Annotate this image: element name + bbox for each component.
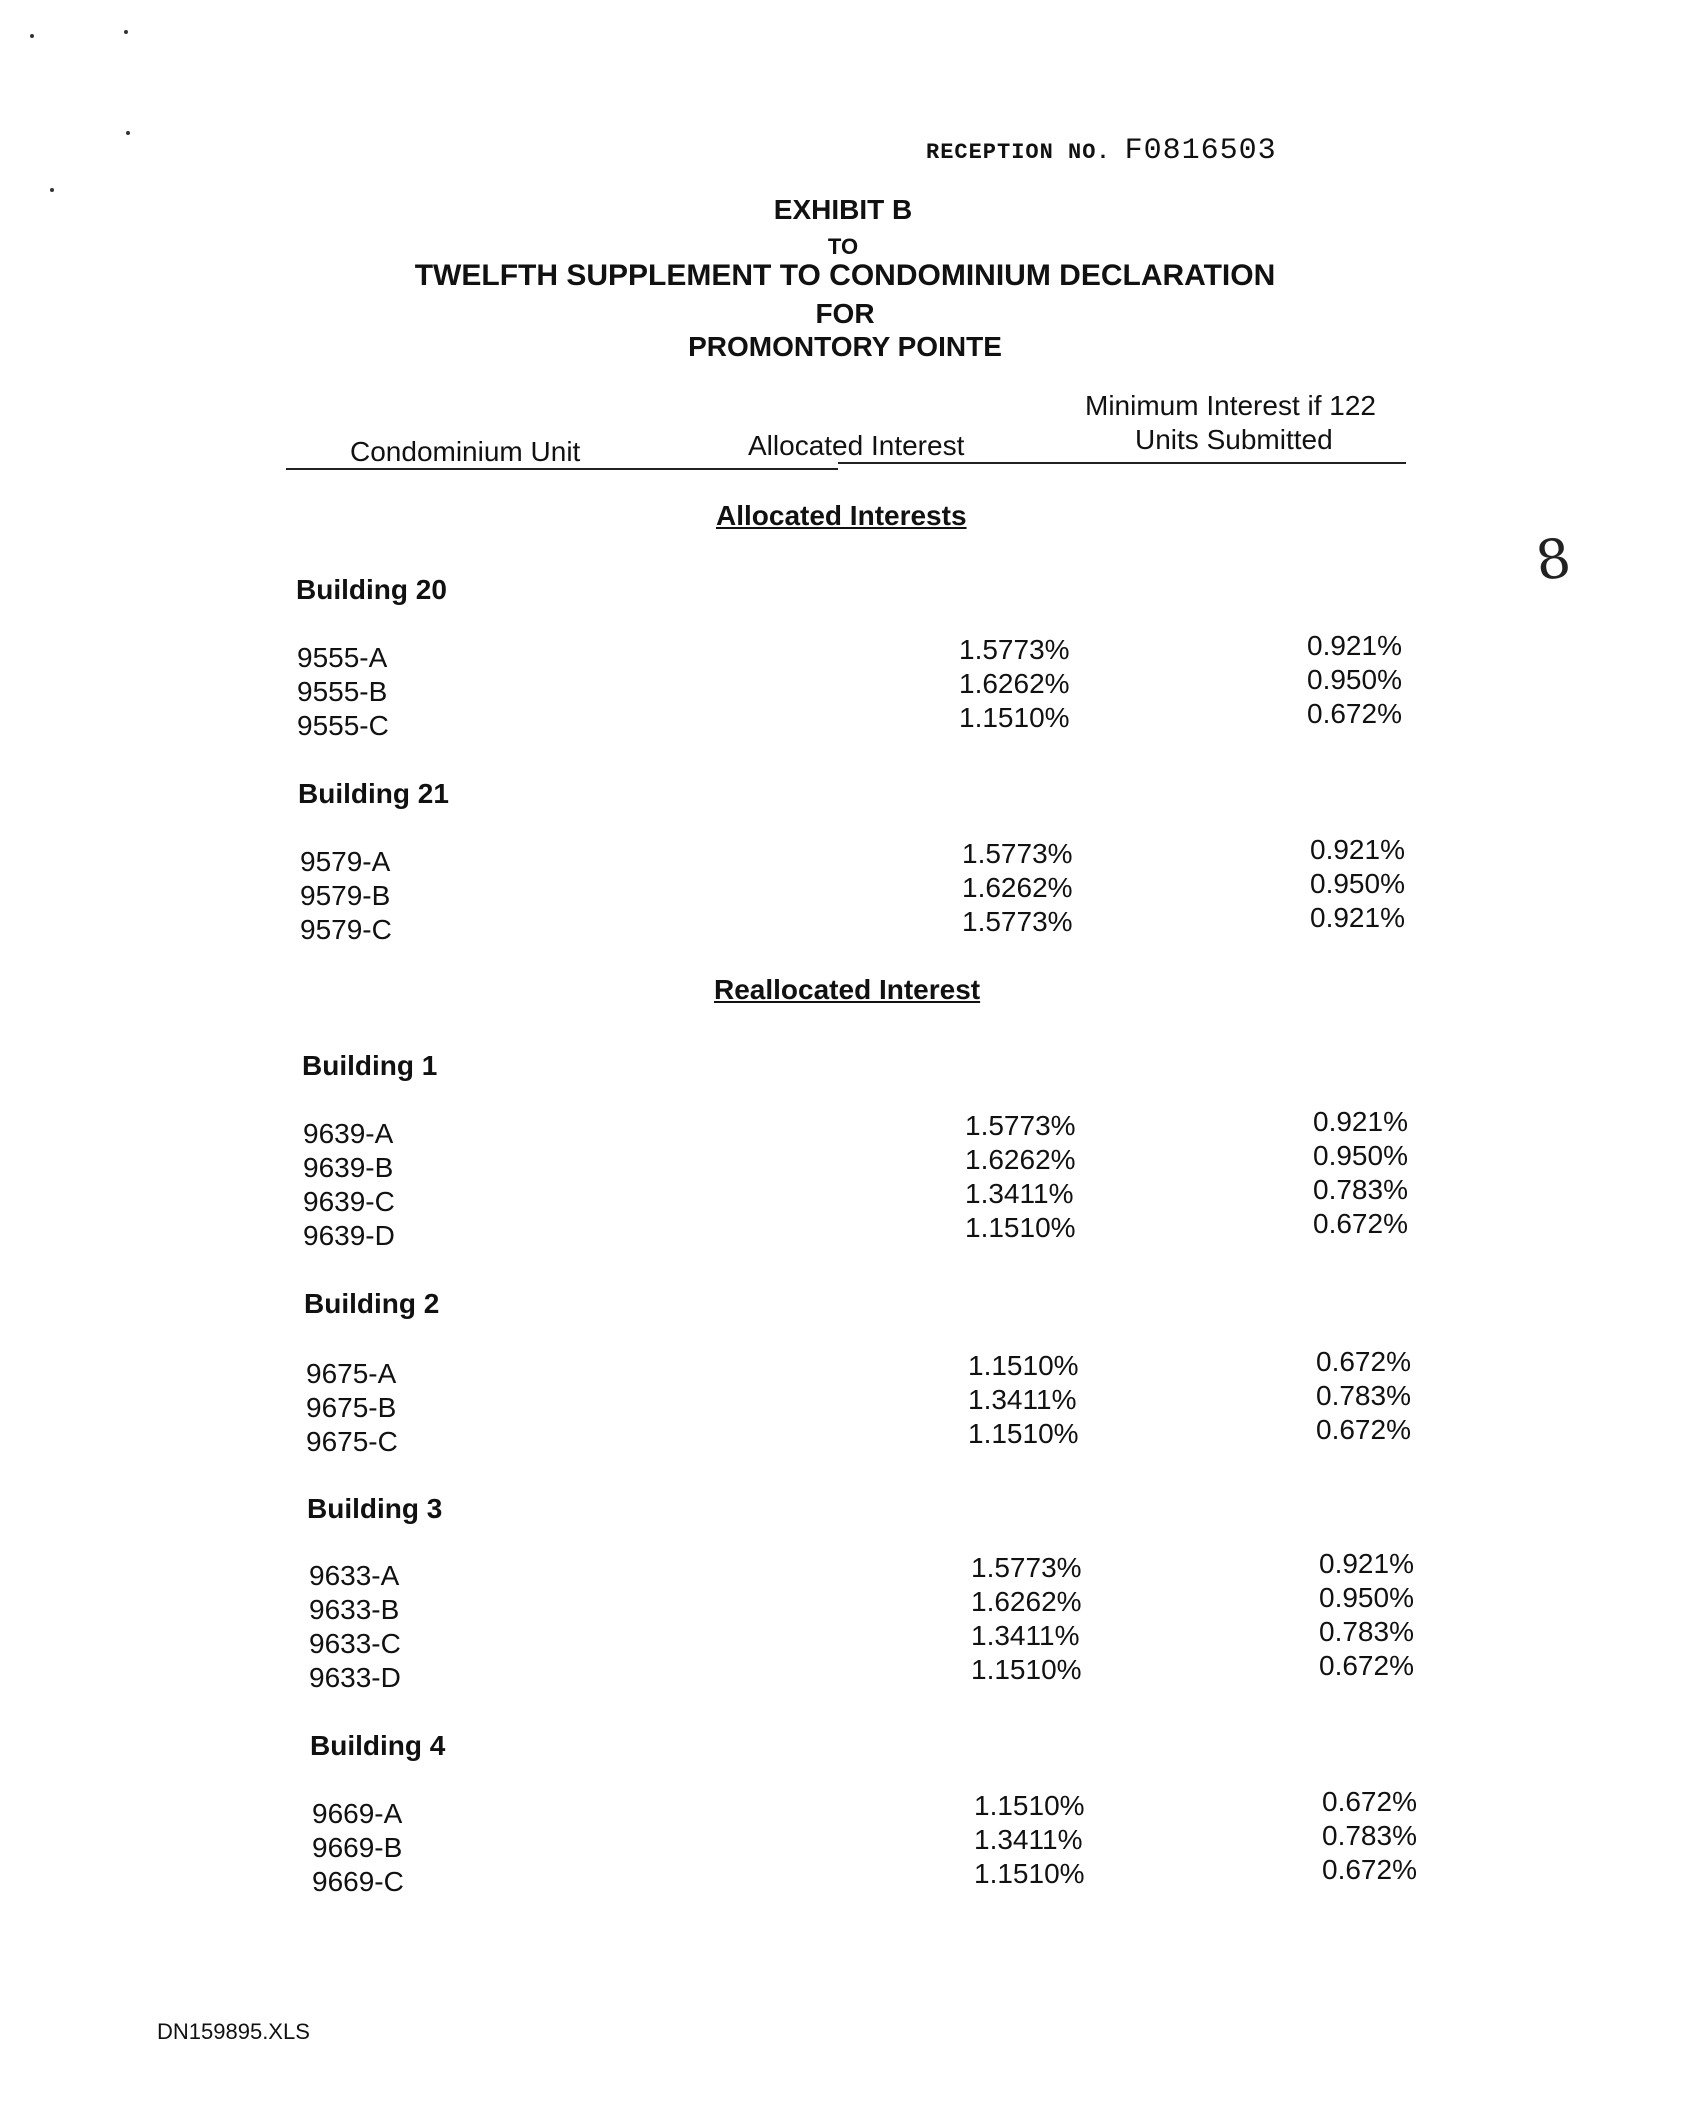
minimum-interest: 0.921% <box>1319 1548 1414 1579</box>
allocated-interest: 1.1510% <box>968 1350 1079 1381</box>
unit-id: 9669-A <box>312 1798 403 1829</box>
minimum-interest: 0.672% <box>1313 1208 1408 1239</box>
allocated-interest: 1.6262% <box>971 1586 1082 1617</box>
project-title: PROMONTORY POINTE <box>688 331 1002 362</box>
allocated-interest: 1.1510% <box>971 1654 1082 1685</box>
column-header-minimum-line1: Minimum Interest if 122 <box>1085 390 1376 421</box>
minimum-interest: 0.783% <box>1319 1616 1414 1647</box>
unit-row <box>297 664 1437 710</box>
allocated-interest: 1.6262% <box>959 668 1070 699</box>
unit-id: 9669-B <box>312 1832 403 1863</box>
unit-id: 9633-D <box>309 1662 401 1693</box>
unit-row <box>309 1650 1449 1696</box>
column-header-unit: Condominium Unit <box>350 436 581 467</box>
allocated-interest: 1.6262% <box>962 872 1073 903</box>
minimum-interest: 0.921% <box>1307 630 1402 661</box>
allocated-interest: 1.3411% <box>968 1384 1077 1415</box>
unit-row <box>300 902 1440 948</box>
unit-row <box>309 1582 1449 1628</box>
allocated-interest: 1.1510% <box>974 1858 1085 1889</box>
unit-id: 9579-B <box>300 880 391 911</box>
unit-id: 9579-A <box>300 846 391 877</box>
unit-row <box>306 1414 1446 1460</box>
unit-id: 9555-A <box>297 642 388 673</box>
building-heading: Building 3 <box>307 1493 443 1524</box>
unit-row <box>303 1106 1443 1152</box>
building-units <box>306 1346 1446 1460</box>
building-units <box>309 1548 1449 1696</box>
unit-row <box>309 1616 1449 1662</box>
allocated-interest: 1.6262% <box>965 1144 1076 1175</box>
scan-speck <box>126 131 130 135</box>
unit-id: 9639-B <box>303 1152 394 1183</box>
exhibit-title: EXHIBIT B <box>773 194 913 225</box>
scan-speck <box>30 34 34 38</box>
building-heading: Building 1 <box>302 1050 438 1081</box>
unit-id: 9639-D <box>303 1220 395 1251</box>
allocated-interest: 1.1510% <box>965 1212 1076 1243</box>
allocated-interest: 1.5773% <box>962 906 1073 937</box>
unit-row <box>303 1208 1443 1254</box>
allocated-interest: 1.5773% <box>965 1110 1076 1141</box>
unit-id: 9639-C <box>303 1186 395 1217</box>
building-heading: Building 20 <box>296 574 447 605</box>
allocated-interest: 1.1510% <box>974 1790 1085 1821</box>
allocated-interest: 1.5773% <box>959 634 1070 665</box>
title-to: TO <box>827 234 859 259</box>
building-heading: Building 2 <box>304 1288 440 1319</box>
unit-id: 9579-C <box>300 914 392 945</box>
unit-id: 9633-A <box>309 1560 400 1591</box>
minimum-interest: 0.921% <box>1313 1106 1408 1137</box>
footer-filename: DN159895.XLS <box>157 2019 310 2044</box>
unit-row <box>312 1854 1452 1900</box>
unit-id: 9633-C <box>309 1628 401 1659</box>
unit-row <box>303 1174 1443 1220</box>
minimum-interest: 0.672% <box>1316 1414 1411 1445</box>
unit-id: 9555-B <box>297 676 388 707</box>
minimum-interest: 0.783% <box>1322 1820 1417 1851</box>
section-heading-allocated: Allocated Interests <box>716 500 967 531</box>
section-heading-reallocated: Reallocated Interest <box>714 974 981 1005</box>
unit-row <box>297 698 1437 744</box>
reception-label: RECEPTION NO. <box>926 140 1111 165</box>
unit-row <box>309 1548 1449 1594</box>
building-heading: Building 21 <box>298 778 449 809</box>
header-rule-right <box>838 462 1406 464</box>
unit-id: 9639-A <box>303 1118 394 1149</box>
minimum-interest: 0.672% <box>1319 1650 1414 1681</box>
allocated-interest: 1.1510% <box>968 1418 1079 1449</box>
minimum-interest: 0.783% <box>1313 1174 1408 1205</box>
unit-row <box>297 630 1437 676</box>
unit-row <box>300 834 1440 880</box>
building-units <box>300 834 1440 948</box>
minimum-interest: 0.950% <box>1307 664 1402 695</box>
supplement-title: TWELFTH SUPPLEMENT TO CONDOMINIUM DECLARATION <box>414 259 1276 292</box>
scan-speck <box>124 30 128 34</box>
handwritten-mark: 8 <box>1531 525 1575 594</box>
unit-id: 9555-C <box>297 710 389 741</box>
minimum-interest: 0.672% <box>1322 1854 1417 1885</box>
minimum-interest: 0.672% <box>1322 1786 1417 1817</box>
unit-row <box>312 1820 1452 1866</box>
scan-speck <box>50 188 54 192</box>
unit-id: 9675-B <box>306 1392 397 1423</box>
minimum-interest: 0.950% <box>1310 868 1405 899</box>
unit-row <box>303 1140 1443 1186</box>
column-header-minimum-line2: Units Submitted <box>1135 424 1333 455</box>
allocated-interest: 1.1510% <box>959 702 1070 733</box>
title-for: FOR <box>815 298 875 329</box>
unit-row <box>300 868 1440 914</box>
building-units <box>303 1106 1443 1254</box>
unit-row <box>306 1380 1446 1426</box>
allocated-interest: 1.5773% <box>971 1552 1082 1583</box>
unit-id: 9675-C <box>306 1426 398 1457</box>
header-rule-left <box>286 468 838 470</box>
allocated-interest: 1.3411% <box>974 1824 1083 1855</box>
minimum-interest: 0.950% <box>1313 1140 1408 1171</box>
minimum-interest: 0.783% <box>1316 1380 1411 1411</box>
unit-row <box>306 1346 1446 1392</box>
building-units <box>297 630 1437 744</box>
building-heading: Building 4 <box>310 1730 446 1761</box>
building-units <box>312 1786 1452 1900</box>
unit-id: 9633-B <box>309 1594 400 1625</box>
minimum-interest: 0.921% <box>1310 902 1405 933</box>
allocated-interest: 1.3411% <box>971 1620 1080 1651</box>
minimum-interest: 0.672% <box>1307 698 1402 729</box>
unit-id: 9669-C <box>312 1866 404 1897</box>
minimum-interest: 0.950% <box>1319 1582 1414 1613</box>
minimum-interest: 0.672% <box>1316 1346 1411 1377</box>
reception-number <box>926 134 1277 168</box>
allocated-interest: 1.3411% <box>965 1178 1074 1209</box>
unit-row <box>312 1786 1452 1832</box>
reception-value: F0816503 <box>1124 134 1277 168</box>
unit-id: 9675-A <box>306 1358 397 1389</box>
minimum-interest: 0.921% <box>1310 834 1405 865</box>
allocated-interest: 1.5773% <box>962 838 1073 869</box>
column-header-allocated: Allocated Interest <box>748 430 965 461</box>
